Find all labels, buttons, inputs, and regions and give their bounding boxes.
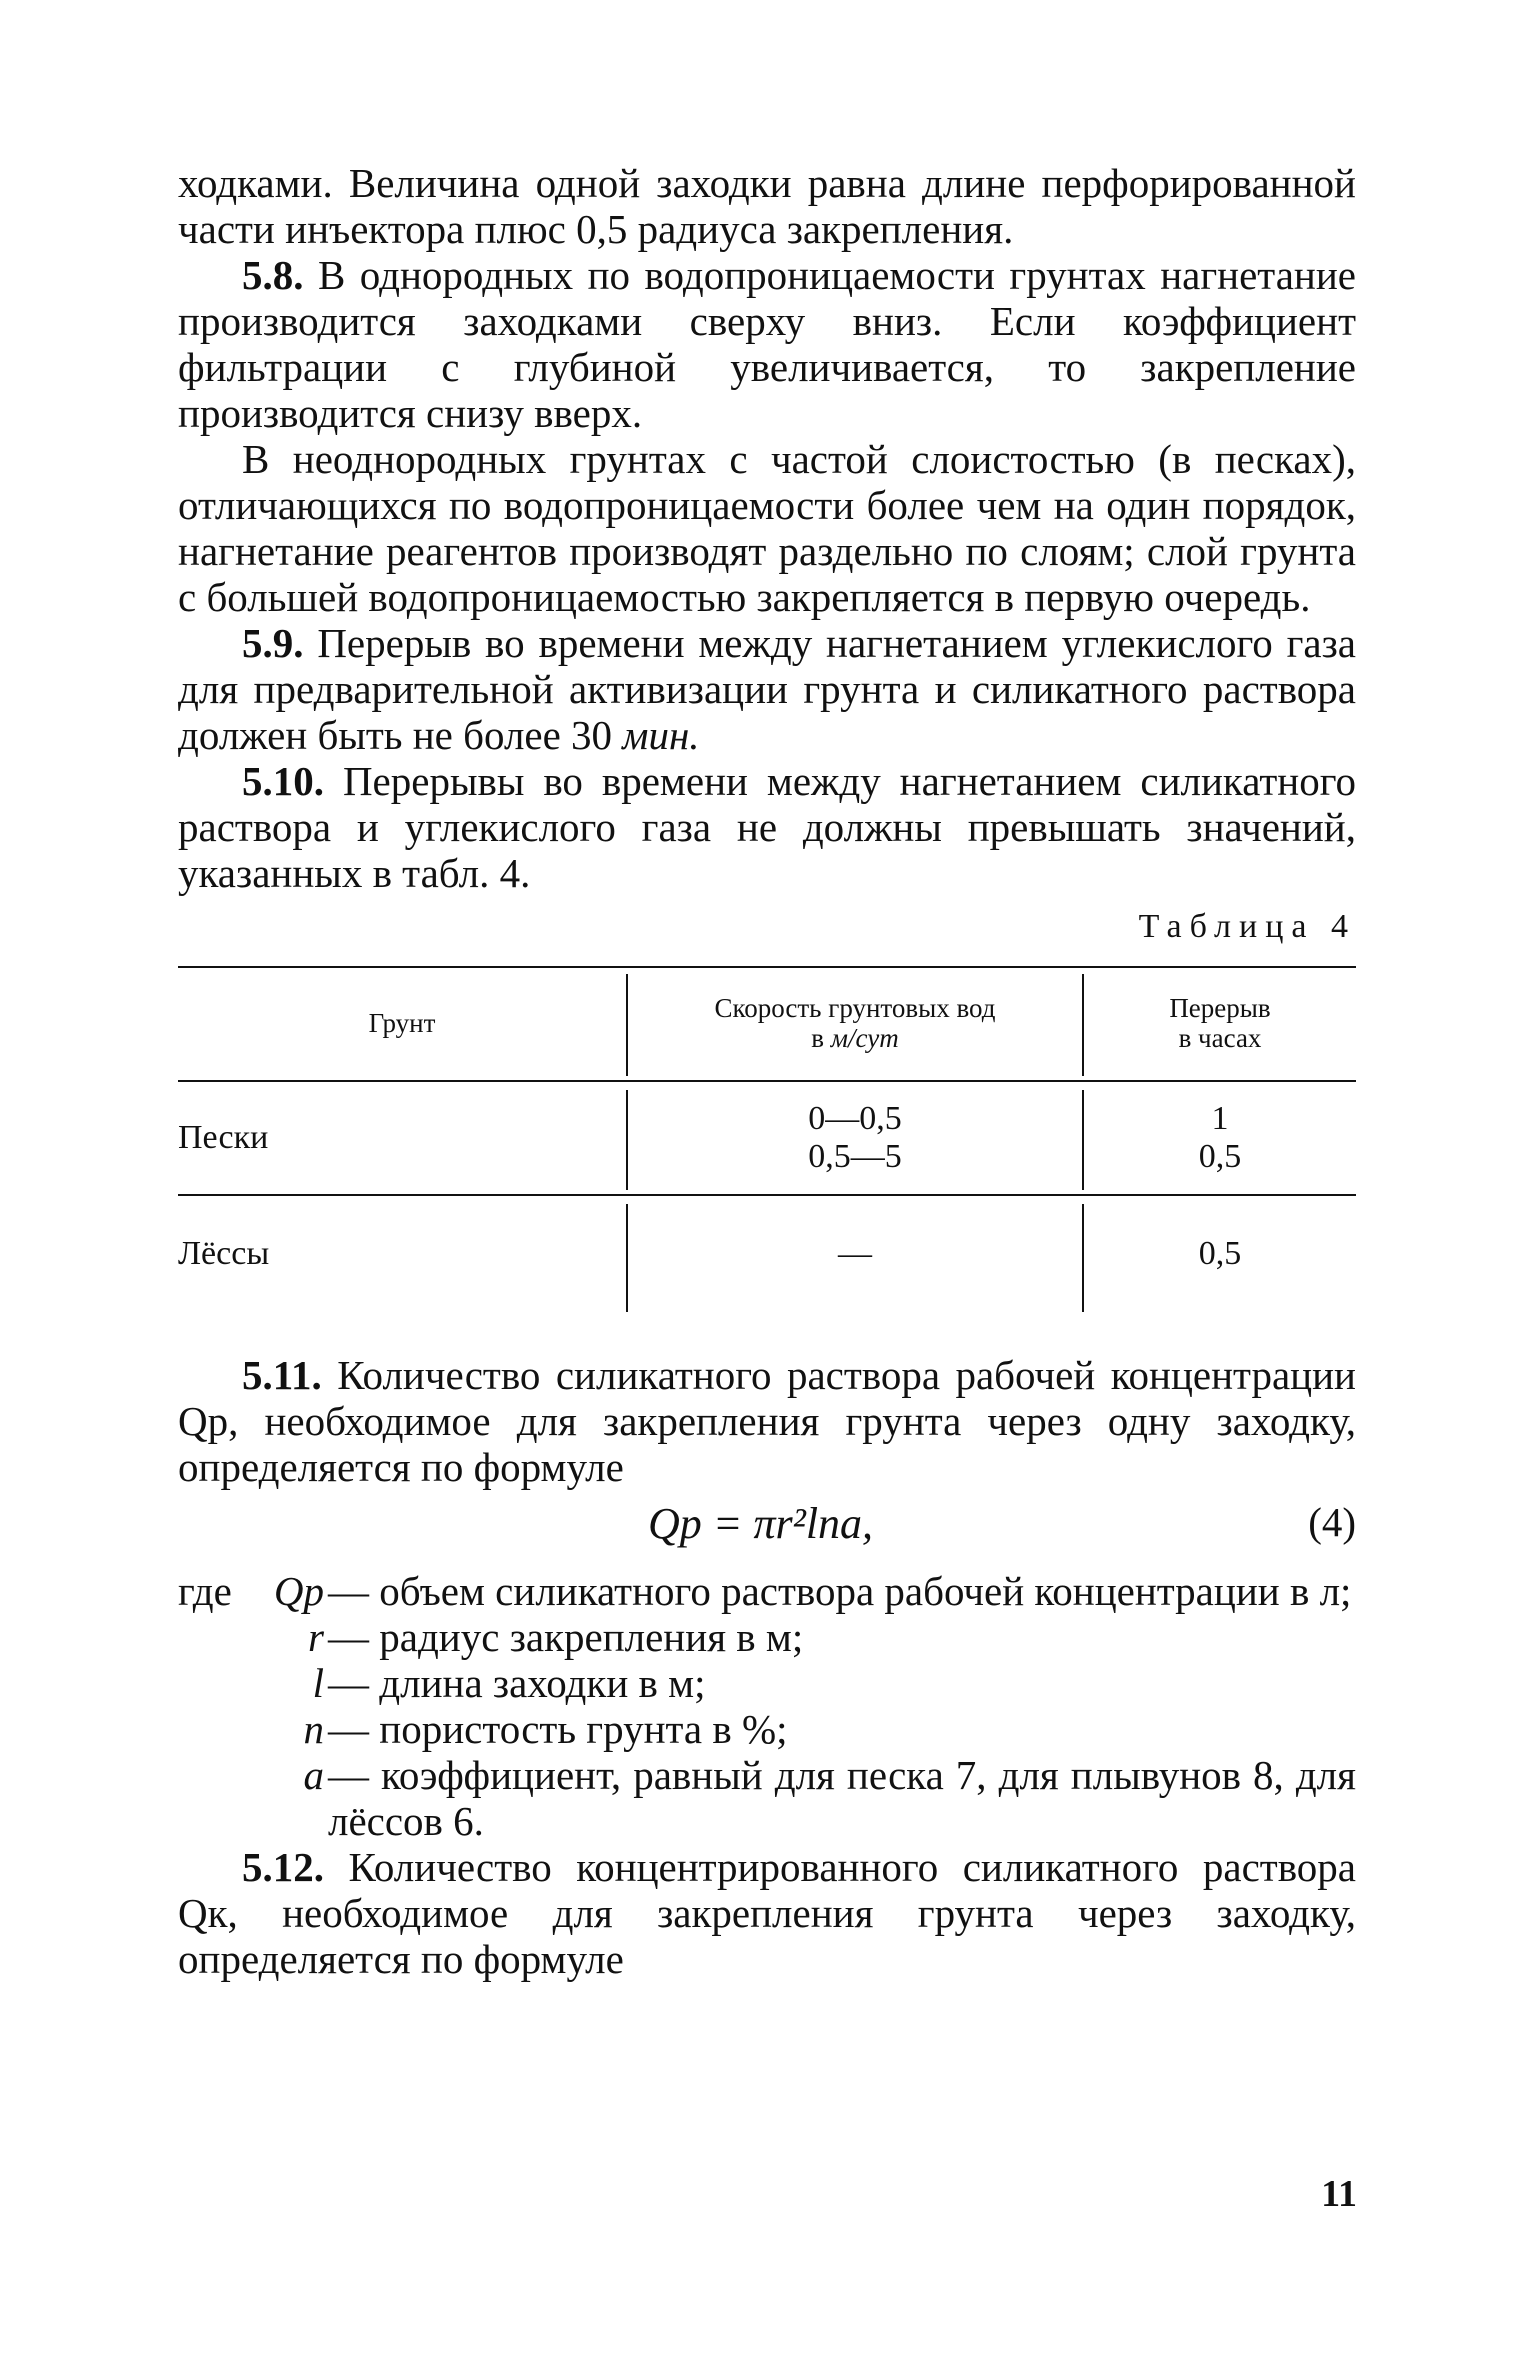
header-speed-line1: Скорость грунтовых вод <box>714 993 996 1023</box>
table-value: 0,5 <box>1198 1138 1242 1175</box>
unit-text: мин. <box>622 712 700 758</box>
definitions-list <box>178 1568 1356 1844</box>
definition-text: — коэффициент, равный для песка 7, для плывунов 8, для лёссов 6. <box>328 1752 1356 1844</box>
paragraph-continuation: ходками. Величина одной заходки равна длине перфорированной части инъектора плюс 0,5 радиуса закрепления. <box>178 160 1356 252</box>
definition-symbol: l <box>312 1660 324 1706</box>
clause-text: Количество силикатного раствора рабочей концентрации Qр, необходимое для закрепления грунта через одну заходку, определяется по формуле <box>178 1352 1356 1490</box>
table-value: 0,5—5 <box>808 1138 902 1175</box>
definition-symbol: r <box>308 1614 324 1660</box>
table-value: 1 <box>1211 1100 1229 1137</box>
paragraph-5-12 <box>178 1844 1356 1982</box>
definition-text: — длина заходки в м; <box>328 1660 706 1706</box>
page-content <box>178 160 1356 1982</box>
clause-number: 5.8. <box>242 252 304 298</box>
definitions-lead-word: где <box>178 1568 232 1614</box>
table-cell-break <box>1084 1082 1356 1194</box>
paragraph-5-10 <box>178 758 1356 896</box>
definition-text: — пористость грунта в %; <box>328 1706 788 1752</box>
definition-symbol: a <box>303 1752 324 1798</box>
definition-item <box>178 1660 1356 1706</box>
unit-text: м/сут <box>830 1023 899 1053</box>
clause-text: Перерыв во времени между нагнетанием углекислого газа для предварительной активизации грунта и силикатного раствора должен быть не более 30 <box>178 620 1356 758</box>
header-break <box>1084 966 1356 1080</box>
header-soil: Грунт <box>368 1008 436 1038</box>
clause-number: 5.10. <box>242 758 324 804</box>
definition-item <box>178 1568 1356 1614</box>
table-value: 0—0,5 <box>808 1100 902 1137</box>
header-speed-line2: в м/сут <box>811 1023 899 1053</box>
definition-item <box>178 1752 1356 1844</box>
paragraph-5-9 <box>178 620 1356 758</box>
formula-line <box>178 1490 1356 1556</box>
clause-number: 5.12. <box>242 1844 324 1890</box>
table-cell-soil: Пески <box>178 1119 269 1156</box>
header-speed <box>628 966 1082 1080</box>
definition-symbol: Qр <box>273 1568 324 1614</box>
definition-item <box>178 1614 1356 1660</box>
page-number: 11 <box>1321 2173 1357 2215</box>
data-table <box>178 966 1356 1318</box>
definition-item <box>178 1706 1356 1752</box>
paragraph-5-11 <box>178 1352 1356 1490</box>
table-cell-break: 0,5 <box>1198 1235 1242 1272</box>
header-break-line1: Перерыв <box>1169 993 1271 1023</box>
definition-symbol: n <box>303 1706 324 1752</box>
formula: Qр = πr²lna, <box>648 1499 874 1548</box>
paragraph-5-8 <box>178 252 1356 436</box>
definition-text: — объем силикатного раствора рабочей концентрации в л; <box>328 1568 1352 1614</box>
clause-text: В однородных по водопроницаемости грунтах нагнетание производится заходками сверху вниз. Если коэффициент фильтрации с глубиной увеличивается, то закрепление производится снизу вверх. <box>178 252 1356 436</box>
clause-number: 5.11. <box>242 1352 322 1398</box>
table-caption: Таблица 4 <box>1138 908 1356 945</box>
paragraph-5-8-continued: В неоднородных грунтах с частой слоистостью (в песках), отличающихся по водопроницаемости более чем на один порядок, нагнетание реагентов производят раздельно по слоям; слой грунта с большей водопроницаемостью закрепляется в первую очередь. <box>178 436 1356 620</box>
clause-text: Перерывы во времени между нагнетанием силикатного раствора и углекислого газа не должны превышать значений, указанных в табл. 4. <box>178 758 1356 896</box>
clause-number: 5.9. <box>242 620 304 666</box>
formula-number: (4) <box>1308 1499 1356 1545</box>
clause-text: Количество концентрированного силикатного раствора Qк, необходимое для закрепления грунта через заходку, определяется по формуле <box>178 1844 1356 1982</box>
header-break-line2: в часах <box>1178 1023 1262 1053</box>
definition-text: — радиус закрепления в м; <box>328 1614 804 1660</box>
table-cell-soil: Лёссы <box>178 1235 270 1272</box>
table-cell-speed <box>628 1082 1082 1194</box>
table-cell-speed: — <box>838 1235 872 1272</box>
